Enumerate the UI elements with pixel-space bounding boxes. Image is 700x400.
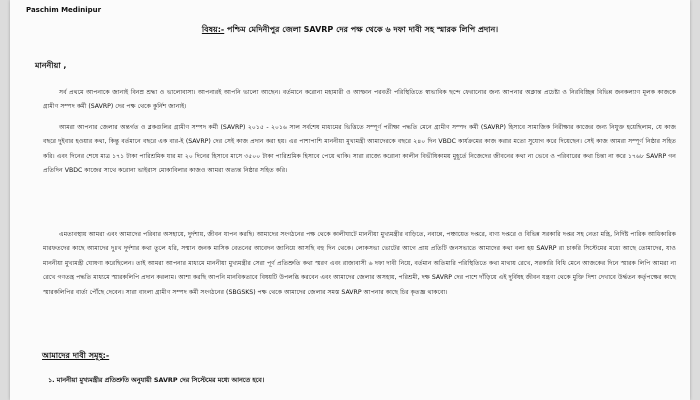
paragraph-background: আমরা আপনার জেলার অন্তর্গত ও ব্লকগুলির গ্রামীণ সম্পদ কর্মী (SAVRP) ২০১৫ - ২০১৬ সাল সর্বশেষ মাধ্যমের ভিত্তিতে সম্পূর্ণ পরীক্ষা পদ্ধতি মেনে গ্রামীণ সম্পদ কর্মী (SAVRP) হিসাবে সামাজিক নিরীক্ষার কাজের জন্য নিযুক্ত হয়েছিলাম, যে কাজ বছরে দুইবার হওয়ার কথা, কিন্তু বর্তমানে বছরে এক বার-ই (SAVRP) দের সেই কাজ প্রদান করা হয়। এর পাশাপাশি মাননীয়া মুখ্যমন্ত্রী আমাদেরকে বছরে ২৪০ দিন VBDC কার্যক্রমের কাজ করার মতো সুযোগ করে দিয়েছেন। সেই কাজ আমরা সম্পূর্ণ নিষ্ঠার সহিত করি। এবং দিনের শেষে মাত্র ১৭১ টাকা পারিশ্রমিক যার মা ২০ দিনের হিসাবে মাসে ৩৫০০ টাকা পারিশ্রমিক হিসাবে পেয়ে থাকি। সারা রাজ্যে করোনা কালীন বিভীষিকাময় মুহূর্তে নিজেদের জীবনের কথা না ভেবে ও পরিবারের কথা চিন্তা না করে ১৭৬৮ SAVRP গন প্রতিদিন VBDC কাজের সাথে করোনা ভাইরাস মোকাবিলার কাজও আমরা অত্যন্ত নিষ্ঠার সহিত করি।: [43, 124, 676, 175]
subject-text: পশ্চিম মেদিনীপুর জেলা SAVRP দের পক্ষ থেকে ৬ দফা দাবী সহ স্মারক লিপি প্রদান।: [227, 25, 499, 34]
demand-item: ১. মাননীয়া মুখ্যমন্ত্রীর প্রতিশ্রুতি অনুযায়ী SAVRP দের সিস্টেমের মধ্যে আনতে হবে।: [48, 376, 265, 384]
district-header: Paschim Medinipur: [26, 6, 102, 14]
paragraph-greeting: সর্ব প্রথমে আপনাকে জানাই বিনম্র শ্রদ্ধা ও ভালোবাসা। আপনারই আপনি ভালো আছেন। বর্তমানে করোনা মহামারী ও আম্ফান পরবর্তী পরিস্থিতিতে স্বাভাবিক ছন্দে ফেরানোর জন্য আপনার অক্লান্ত প্রচেষ্টা ও নিরবিচ্ছিন্ন বিভিন্ন জনকল্যাণ মূলক কাজকে গ্রামীণ সম্পদ কর্মী (SAVRP) দের পক্ষ থেকে কুর্নিশ জানাই।: [43, 89, 676, 111]
document-page: [10, 0, 690, 400]
subject-label: বিষয়:-: [201, 25, 225, 34]
paragraph-appeal: এমতাবস্থায় আমরা এবং আমাদের পরিবার অসহায়ে, দুর্দশায়, জীবন যাপন করছি। আমাদের সংগঠনের পক্ষ থেকে কালীঘাটে মাননীয়া মুখ্যমন্ত্রীর বাড়িতে, নবান্নে, পঞ্চায়েত দপ্তরে, বাণ্য দপ্তরে ও বিভিন্ন সরকারি দপ্তর সহ নেতা মন্ত্রি, নির্দিষ্ট পারিক আধিকারিক মারফতদের কাছে আমাদের দুঃখ দুর্দশার কথা তুলে ধরি, সম্মান জনক মাসিক বেতনের আবেদন জানিয়ে আসছি বহু দিন থেকে। লোকসভা ভোটের আগে প্রায় প্রতিটি জনসভাতে আমাদের কথা বলা হয় SAVRP রা চাকরি সিস্টেমের মধ্যে আছে তোমাদের, যাও মাননীয়া মুখ্যমন্ত্রী ঘোষণা করেছিলেন। তাই আমরা আপনার মাধ্যমে মাননীয়া মুখ্যমন্ত্রীর সেরা পূর্ণ প্রতিশ্রুতি কথা স্মরণ এবং রাজ্যবাসী ৬ দফা দাবী নিয়ে, বর্তমান অতিমারি পরিস্থিতিতে কথা মাথায় রেখে, সরকারি বিধি মেনে আজকের দিনে স্মারক লিপি আমরা না রেখে গণতন্ত্র পদ্ধতি মাধ্যমে স্মারকলিপি প্রদান করলাম। আশা করছি আপনি মানবিকতাবে বিষয়টি উপলব্ধি করবেন এবং আমাদের জেলার অসহায়, পরিশ্রমী, দক্ষ SAVRP দের পাশে দাঁড়িয়ে এই দুর্বিষহ জীবন যন্ত্রণা থেকে মুক্তি দিশা দেখাবে উর্দ্ধতন কর্তৃপক্ষের কাছে স্মারকলিপির বার্তা পৌঁছে দেবেন। সারা বাংলা গ্রামীণ সম্পদ কর্মী সংগঠনের (SBGSKS) পক্ষ থেকে আমাদের জেলার সমস্ত SAVRP আপনার কাছে চির কৃতজ্ঞ থাকবো।: [43, 231, 676, 296]
subject-line: [10, 24, 690, 37]
demands-heading: আমাদের দাবী সমূহ:-: [42, 351, 110, 360]
salutation: মাননীয়া ,: [35, 61, 67, 70]
